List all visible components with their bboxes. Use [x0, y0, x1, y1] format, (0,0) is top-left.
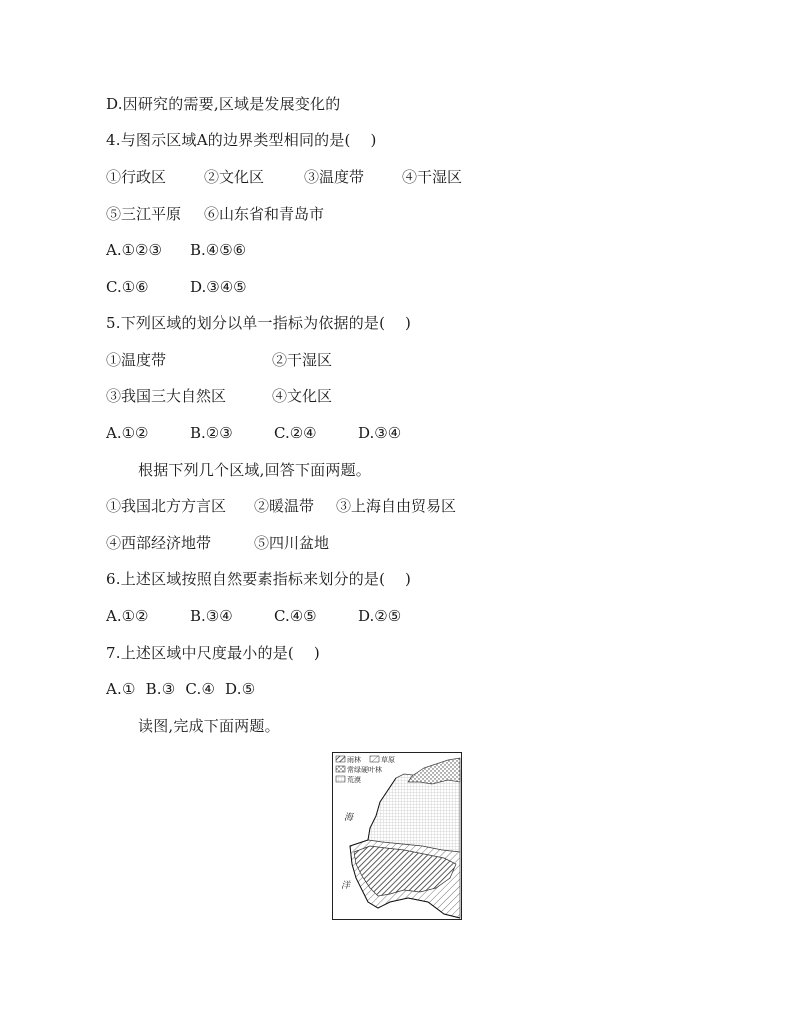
legend-sclerophyll: 常绿硬叶林 [347, 766, 382, 774]
legend-desert: 荒漠 [347, 776, 361, 784]
q4-option-6: ⑥山东省和青岛市 [204, 205, 325, 223]
question-5: 5.下列区域的划分以单一指标为依据的是( ) [106, 314, 412, 332]
region-option-3: ③上海自由贸易区 [336, 497, 457, 515]
q5-option-3: ③我国三大自然区 [106, 387, 227, 405]
q5-answer-b: B.②③ [190, 424, 233, 442]
region-option-2: ②暖温带 [254, 497, 315, 515]
q4-option-2: ②文化区 [204, 168, 265, 186]
q5-answer-d: D.③④ [358, 424, 402, 442]
region-option-5: ⑤四川盆地 [254, 534, 330, 552]
q5-answer-c: C.②④ [274, 424, 317, 442]
q4-answer-b: B.④⑤⑥ [190, 241, 247, 259]
vegetation-map [332, 752, 462, 920]
region-option-4: ④西部经济地带 [106, 534, 212, 552]
q5-answer-a: A.①② [106, 424, 149, 442]
legend-rainforest: 雨林 [347, 756, 361, 764]
q4-answer-c: C.①⑥ [106, 278, 149, 296]
q4-option-3: ③温度带 [304, 168, 365, 186]
sea-label-top: 海 [344, 813, 354, 823]
sea-label-bottom: 洋 [341, 881, 351, 891]
q4-option-5: ⑤三江平原 [106, 205, 182, 223]
intro-regions: 根据下列几个区域,回答下面两题。 [138, 461, 371, 479]
question-4: 4.与图示区域A的边界类型相同的是( ) [106, 131, 377, 149]
q4-answer-a: A.①②③ [106, 241, 162, 259]
q4-answer-d: D.③④⑤ [190, 278, 247, 296]
intro-map: 读图,完成下面两题。 [138, 717, 280, 735]
q6-answer-c: C.④⑤ [274, 607, 317, 625]
q7-answers: A.① B.③ C.④ D.⑤ [106, 680, 256, 698]
q4-option-4: ④干湿区 [402, 168, 463, 186]
q5-option-1: ①温度带 [106, 351, 167, 369]
question-7: 7.上述区域中尺度最小的是( ) [106, 644, 320, 662]
q4-option-1: ①行政区 [106, 168, 167, 186]
option-d-text: D.因研究的需要,区域是发展变化的 [106, 95, 341, 113]
legend-grassland: 草原 [381, 756, 395, 764]
q6-answer-a: A.①② [106, 607, 149, 625]
q5-option-4: ④文化区 [272, 387, 333, 405]
q6-answer-b: B.③④ [190, 607, 233, 625]
region-option-1: ①我国北方方言区 [106, 497, 227, 515]
q6-answer-d: D.②⑤ [358, 607, 402, 625]
q5-option-2: ②干湿区 [272, 351, 333, 369]
question-6: 6.上述区域按照自然要素指标来划分的是( ) [106, 570, 412, 588]
